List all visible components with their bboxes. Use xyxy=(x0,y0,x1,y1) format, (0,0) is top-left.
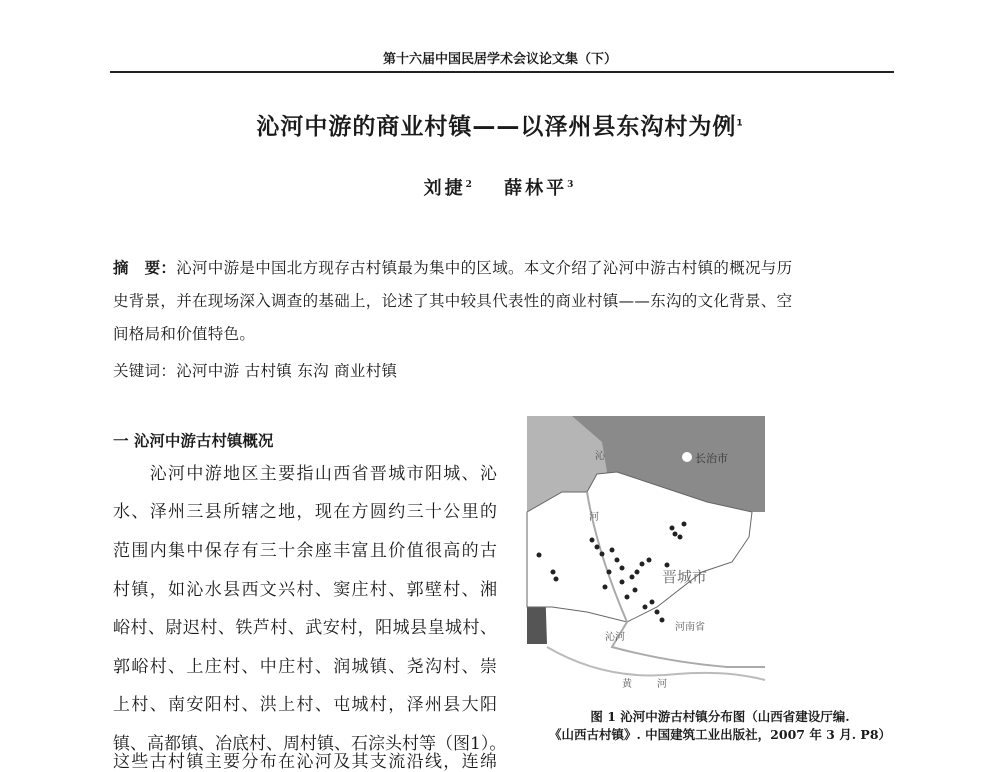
keywords xyxy=(113,359,397,381)
body-line: 峪村、尉迟村、铁芦村、武安村，阳城县皇城村、 xyxy=(113,618,497,638)
body-line: 镇、高都镇、冶底村、周村镇、石淙头村等（图1）。 xyxy=(113,734,507,754)
header-rule xyxy=(110,71,894,73)
abstract-text: 沁河中游是中国北方现存古村镇最为集中的区域。本文介绍了沁河中游古村镇的概况与历 xyxy=(176,259,793,277)
map-label: 河 xyxy=(589,512,599,523)
village-distribution-map xyxy=(527,412,765,692)
changzhi-marker xyxy=(682,452,692,462)
abstract-line: 间格局和价值特色。 xyxy=(113,325,256,343)
abstract-line: 史背景，并在现场深入调查的基础上，论述了其中较具代表性的商业村镇——东沟的文化背景、空 xyxy=(113,292,793,310)
keyword: 东沟 xyxy=(297,362,329,380)
body-line: 这些古村镇主要分布在沁河及其支流沿线，连绵 xyxy=(113,752,497,772)
map-label: 河 xyxy=(657,679,667,690)
body-line: 范围内集中保存有三十余座丰富且价值很高的古 xyxy=(113,541,497,561)
body-line: 沁河中游地区主要指山西省晋城市阳城、沁 xyxy=(113,464,497,484)
paper-title xyxy=(0,108,1000,141)
author-note: 2 xyxy=(465,180,475,190)
map-label: 河南省 xyxy=(675,622,705,633)
body-line: 上村、南安阳村、洪上村、屯城村，泽州县大阳 xyxy=(113,695,497,715)
title-footnote-mark: 1 xyxy=(736,118,744,129)
keyword: 古村镇 xyxy=(244,362,293,380)
figure-caption-line: 《山西古村镇》. 中国建筑工业出版社，2007 年 3 月. P8） xyxy=(548,727,892,742)
map-label: 沁 xyxy=(595,451,605,462)
keywords-label: 关键词： xyxy=(113,362,177,380)
keyword: 沁河中游 xyxy=(176,362,240,380)
abstract-label: 摘 要： xyxy=(113,259,177,277)
map-label: 沁河 xyxy=(605,632,625,643)
keyword: 商业村镇 xyxy=(334,362,398,380)
running-header: 第十六届中国民居学术会议论文集（下） xyxy=(382,52,617,67)
map-label: 黄 xyxy=(622,679,632,690)
author-name: 刘捷 xyxy=(423,178,466,199)
authors xyxy=(0,174,1000,200)
section-heading: 一 沁河中游古村镇概况 xyxy=(113,432,274,450)
author xyxy=(424,178,475,199)
yellow-river xyxy=(547,647,765,680)
map-label: 长治市 xyxy=(695,452,728,465)
body-line: 村镇，如沁水县西文兴村、窦庄村、郭壁村、湘 xyxy=(113,580,497,600)
author-note: 3 xyxy=(567,180,577,190)
author xyxy=(504,178,576,199)
body-line: 水、泽州三县所辖之地，现在方圆约三十公里的 xyxy=(113,502,497,522)
body-line: 郭峪村、上庄村、中庄村、润城镇、尧沟村、崇 xyxy=(113,657,497,677)
figure-caption-line: 图 1 沁河中游古村镇分布图（山西省建设厅编. xyxy=(590,709,850,724)
author-name: 薛林平 xyxy=(504,178,568,199)
map-label: 晋城市 xyxy=(662,568,708,586)
title-text: 沁河中游的商业村镇——以泽州县东沟村为例 xyxy=(256,114,737,140)
abstract-line xyxy=(113,256,792,278)
